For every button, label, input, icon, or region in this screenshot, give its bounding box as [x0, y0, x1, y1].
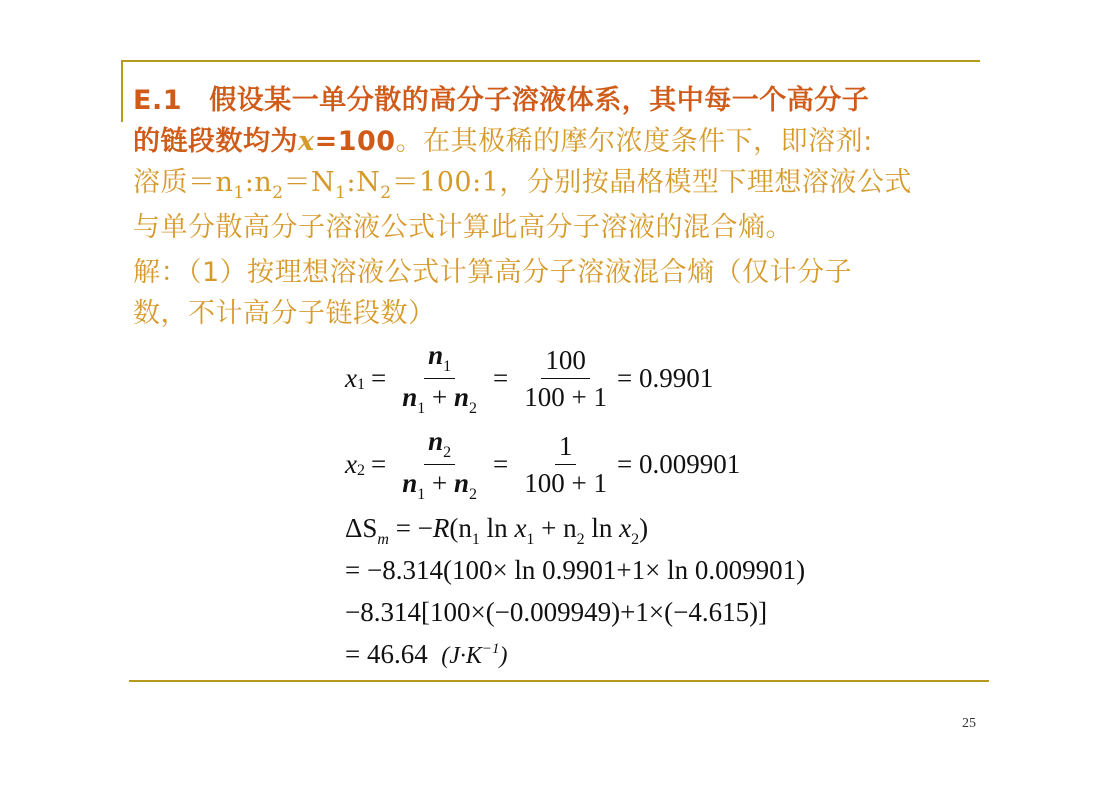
entropy-result: = 46.64 $(J\cdot K^{-1})$ — [345, 639, 508, 669]
problem-line-1 — [133, 80, 988, 121]
problem-text — [133, 80, 988, 334]
problem-line-4: 与单分散高分子溶液公式计算此高分子溶液的混合熵。 — [133, 212, 793, 243]
entropy-definition: $\Delta S_m = -R(n_1$ $\ln x_1 + n_2$ $\ln x_2$) — [345, 513, 649, 548]
x1-numerator: 100 — [541, 342, 590, 379]
x-symbol: x — [298, 126, 315, 157]
x2-numerator: 1 — [555, 428, 577, 465]
entropy-substitution: = −8.314(100× ln 0.9901+1× ln 0.009901) — [345, 555, 806, 585]
equation-x1: x 1 = $\frac{n_1}{n_1 + n_2}$ = $\frac{100}{100 + 1}$ = 0.9901 — [345, 335, 845, 421]
problem-line-2-rest: 。在其极稀的摩尔浓度条件下，即溶剂: — [395, 126, 873, 157]
fraction-x2-a: $\frac{n_2}{n_1 + n_2}$ — [398, 423, 481, 506]
entropy-result-value: = 46.64 — [345, 639, 428, 669]
x1-denominator: 100 + 1 — [524, 381, 607, 412]
page-number: 25 — [962, 716, 976, 731]
problem-line-2 — [133, 121, 988, 162]
solution-line-1: 解：（1）按理想溶液公式计算高分子溶液混合熵（仅计分子 — [133, 257, 853, 288]
solution-line-2: 数，不计高分子链段数） — [133, 298, 436, 329]
problem-line-2-bold: 的链段数均为 — [133, 126, 298, 157]
problem-line-3: 溶质$=n_1:n_2=N_1:N_2=100:1$，分别按晶格模型下理想溶液公式 — [133, 167, 912, 203]
bottom-divider — [129, 680, 989, 682]
x1-result: = 0.9901 — [616, 362, 714, 393]
equation-x2: x 2 = $\frac{n_2}{n_1 + n_2}$ = $\frac{1}{100 + 1}$ = 0.009901 — [345, 421, 845, 507]
fraction-x2-b — [520, 428, 611, 501]
problem-line-1-text: 假设某一单分散的高分子溶液体系，其中每一个高分子 — [209, 85, 870, 116]
x2-denominator: 100 + 1 — [524, 467, 607, 498]
fraction-x1-a: $\frac{n_1}{n_1 + n_2}$ — [398, 337, 481, 420]
equations — [345, 335, 845, 675]
entropy-evaluation: −8.314[100×(−0.009949)+1×(−4.615)] — [345, 597, 768, 627]
x-value: =100 — [314, 126, 396, 157]
fraction-x1-b — [520, 342, 611, 415]
problem-label: E.1 — [133, 85, 182, 116]
x2-result: = 0.009901 — [616, 448, 741, 479]
left-accent-bar — [121, 60, 123, 122]
top-divider — [121, 60, 980, 62]
